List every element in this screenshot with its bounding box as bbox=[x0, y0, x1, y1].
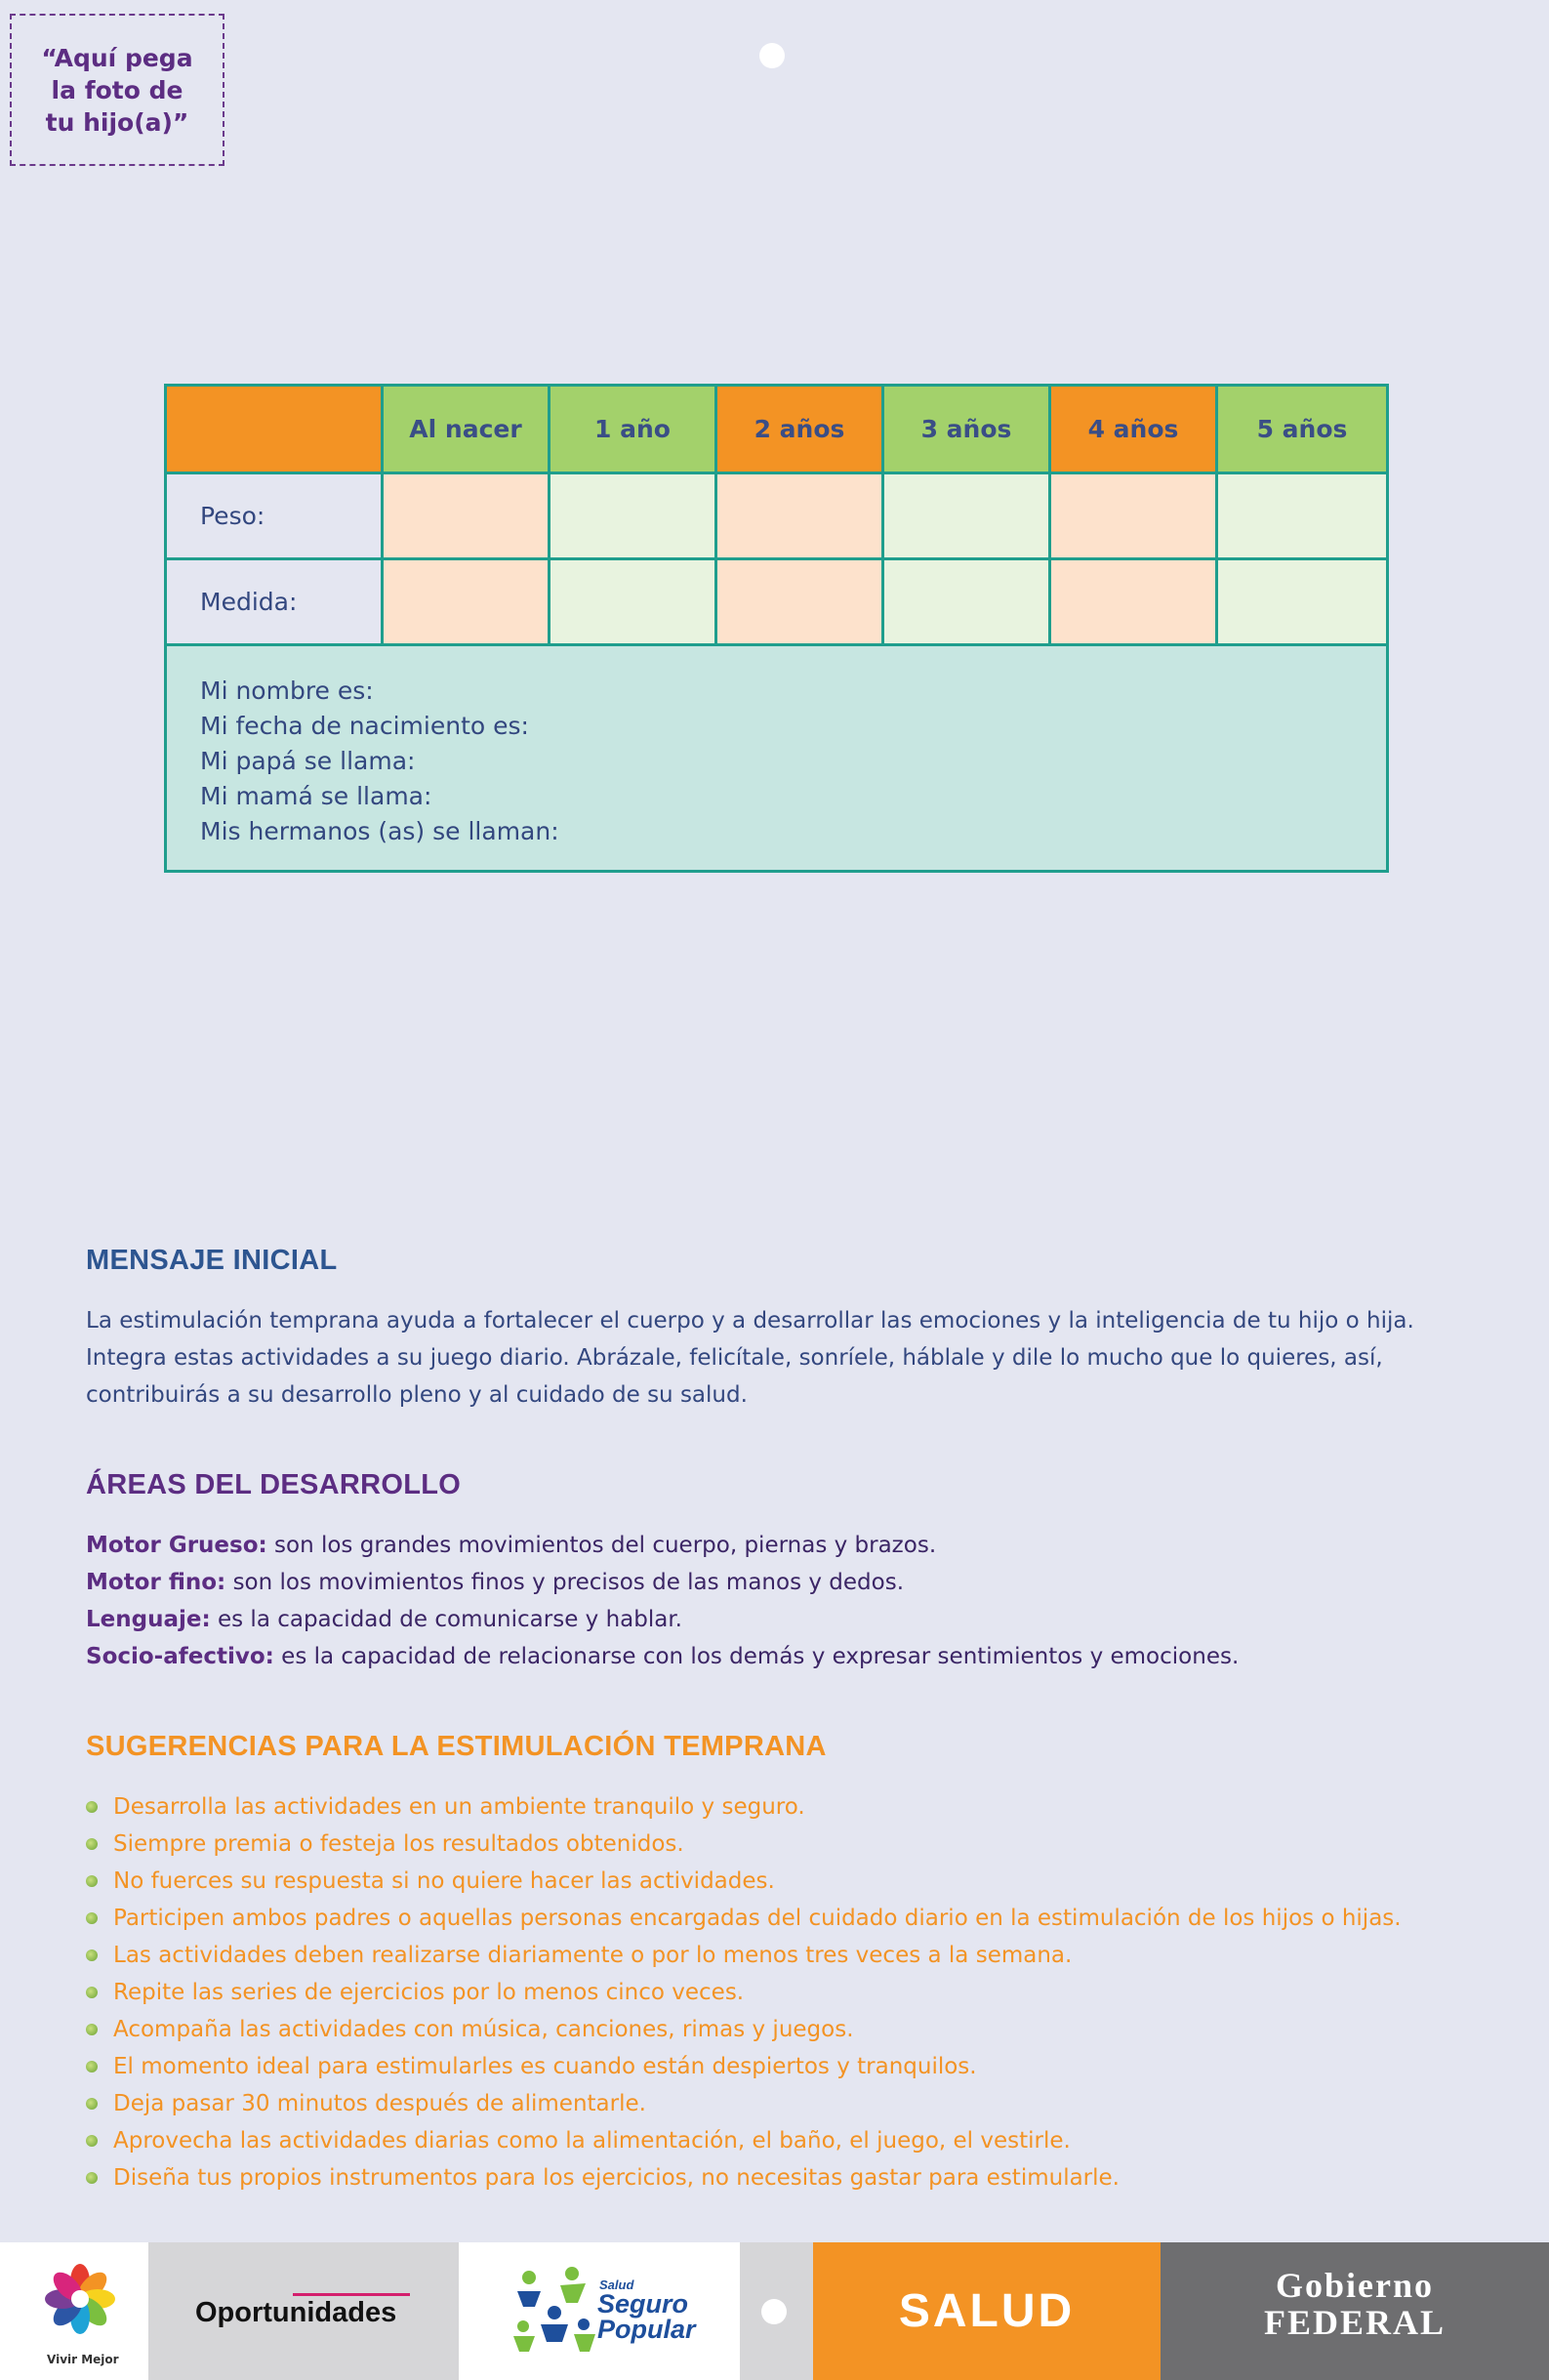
seguro-popular-logo-text bbox=[597, 2291, 696, 2342]
seguro-popular-figures-icon bbox=[510, 2264, 599, 2358]
growth-table bbox=[164, 384, 1389, 873]
header-cell: 5 años bbox=[1217, 386, 1388, 473]
height-row bbox=[166, 559, 1388, 645]
area-desc: son los grandes movimientos del cuerpo, piernas y brazos. bbox=[266, 1533, 937, 1558]
weight-label: Peso: bbox=[166, 473, 383, 559]
bullet-icon bbox=[86, 2098, 98, 2110]
gobierno-label: Gobierno bbox=[1275, 2266, 1434, 2305]
list-item bbox=[86, 1937, 1402, 1974]
area-item bbox=[86, 1601, 1472, 1638]
siblings-line: Mis hermanos (as) se llaman: bbox=[200, 817, 559, 845]
oportunidades-logo: Oportunidades bbox=[195, 2297, 397, 2328]
list-item bbox=[86, 2011, 1402, 2048]
list-item bbox=[86, 2159, 1402, 2196]
height-input-cell[interactable] bbox=[883, 559, 1050, 645]
sugerencias-title: SUGERENCIAS PARA LA ESTIMULACIÓN TEMPRANA bbox=[86, 1731, 827, 1762]
area-term: Motor fino: bbox=[86, 1570, 226, 1595]
list-item bbox=[86, 1788, 1402, 1826]
area-term: Motor Grueso: bbox=[86, 1533, 267, 1558]
area-desc: es la capacidad de comunicarse y hablar. bbox=[210, 1607, 682, 1632]
area-term: Socio-afectivo: bbox=[86, 1644, 274, 1669]
bullet-icon bbox=[86, 2024, 98, 2035]
height-input-cell[interactable] bbox=[383, 559, 550, 645]
punch-hole-bottom bbox=[761, 2299, 787, 2324]
bullet-icon bbox=[86, 1875, 98, 1887]
header-blank-cell bbox=[166, 386, 383, 473]
tip-text: Diseña tus propios instrumentos para los ejercicios, no necesitas gastar para estimularle. bbox=[113, 2165, 1120, 2191]
areas-list bbox=[86, 1527, 1472, 1675]
tip-text: Desarrolla las actividades en un ambiente tranquilo y seguro. bbox=[113, 1794, 805, 1820]
height-input-cell[interactable] bbox=[716, 559, 883, 645]
vivir-mejor-label: Vivir Mejor bbox=[47, 2353, 119, 2366]
weight-input-cell[interactable] bbox=[716, 473, 883, 559]
weight-input-cell[interactable] bbox=[550, 473, 716, 559]
tip-text: Siempre premia o festeja los resultados obtenidos. bbox=[113, 1831, 684, 1857]
mother-line: Mi mamá se llama: bbox=[200, 782, 432, 810]
birthdate-line: Mi fecha de nacimiento es: bbox=[200, 712, 529, 740]
seguro-popular-line1: Seguro bbox=[597, 2289, 689, 2318]
footer-logo-bar bbox=[0, 2242, 1549, 2380]
header-cell: Al nacer bbox=[383, 386, 550, 473]
mensaje-title: MENSAJE INICIAL bbox=[86, 1245, 338, 1276]
info-row bbox=[166, 645, 1388, 872]
weight-input-cell[interactable] bbox=[1217, 473, 1388, 559]
tip-text: Repite las series de ejercicios por lo menos cinco veces. bbox=[113, 1980, 745, 2005]
photo-placeholder-box bbox=[10, 14, 224, 166]
vivir-mejor-logo-icon bbox=[43, 2262, 117, 2336]
info-cell[interactable] bbox=[166, 645, 1388, 872]
tip-text: El momento ideal para estimularles es cuando están despiertos y tranquilos. bbox=[113, 2054, 977, 2079]
area-item bbox=[86, 1527, 1472, 1564]
tip-text: Participen ambos padres o aquellas personas encargadas del cuidado diario en la estimulación de los hijos o hijas. bbox=[113, 1906, 1402, 1931]
header-cell: 1 año bbox=[550, 386, 716, 473]
federal-label: FEDERAL bbox=[1263, 2303, 1447, 2342]
header-cell: 2 años bbox=[716, 386, 883, 473]
photo-placeholder-text: “Aquí pega la foto de tu hijo(a)” bbox=[41, 43, 193, 137]
bullet-icon bbox=[86, 1912, 98, 1924]
height-label: Medida: bbox=[166, 559, 383, 645]
gobierno-federal-logo bbox=[1161, 2267, 1549, 2341]
weight-input-cell[interactable] bbox=[383, 473, 550, 559]
name-line: Mi nombre es: bbox=[200, 677, 374, 705]
height-input-cell[interactable] bbox=[1217, 559, 1388, 645]
height-input-cell[interactable] bbox=[1050, 559, 1217, 645]
list-item bbox=[86, 1900, 1402, 1937]
mensaje-body: La estimulación temprana ayuda a fortalecer el cuerpo y a desarrollar las emociones y la inteligencia de tu hijo o hija. Integra estas actividades a su juego diario. Abrázale, felicítale, sonríele, háblale y dile lo mucho que lo quieres, así, contribuirás a su desarrollo pleno y al cuidado de su salud. bbox=[86, 1308, 1414, 1408]
area-term: Lenguaje: bbox=[86, 1607, 211, 1632]
list-item bbox=[86, 1974, 1402, 2011]
weight-row bbox=[166, 473, 1388, 559]
bullet-icon bbox=[86, 2172, 98, 2184]
list-item bbox=[86, 1826, 1402, 1863]
weight-input-cell[interactable] bbox=[883, 473, 1050, 559]
area-item bbox=[86, 1638, 1472, 1675]
tip-text: No fuerces su respuesta si no quiere hacer las actividades. bbox=[113, 1868, 775, 1894]
father-line: Mi papá se llama: bbox=[200, 747, 416, 775]
bullet-icon bbox=[86, 1838, 98, 1850]
bullet-icon bbox=[86, 1949, 98, 1961]
sugerencias-list bbox=[86, 1788, 1402, 2196]
area-desc: son los movimientos finos y precisos de las manos y dedos. bbox=[225, 1570, 905, 1595]
header-cell: 4 años bbox=[1050, 386, 1217, 473]
tip-text: Las actividades deben realizarse diariamente o por lo menos tres veces a la semana. bbox=[113, 1943, 1073, 1968]
area-desc: es la capacidad de relacionarse con los demás y expresar sentimientos y emociones. bbox=[273, 1644, 1240, 1669]
seguro-popular-line2: Popular bbox=[597, 2315, 696, 2344]
tip-text: Acompaña las actividades con música, canciones, rimas y juegos. bbox=[113, 2017, 854, 2042]
list-item bbox=[86, 1863, 1402, 1900]
bullet-icon bbox=[86, 1801, 98, 1813]
header-cell: 3 años bbox=[883, 386, 1050, 473]
bullet-icon bbox=[86, 2061, 98, 2072]
oportunidades-underline bbox=[293, 2293, 410, 2296]
list-item bbox=[86, 2085, 1402, 2122]
tip-text: Aprovecha las actividades diarias como la alimentación, el baño, el juego, el vestirle. bbox=[113, 2128, 1071, 2154]
punch-hole-top bbox=[759, 43, 785, 68]
bullet-icon bbox=[86, 1987, 98, 1998]
tip-text: Deja pasar 30 minutos después de alimentarle. bbox=[113, 2091, 646, 2116]
list-item bbox=[86, 2122, 1402, 2159]
areas-title: ÁREAS DEL DESARROLLO bbox=[86, 1469, 462, 1500]
seguro-popular-small-label: Salud bbox=[599, 2277, 634, 2292]
area-item bbox=[86, 1564, 1472, 1601]
list-item bbox=[86, 2048, 1402, 2085]
salud-logo: SALUD bbox=[898, 2285, 1076, 2337]
weight-input-cell[interactable] bbox=[1050, 473, 1217, 559]
height-input-cell[interactable] bbox=[550, 559, 716, 645]
growth-table-header-row bbox=[166, 386, 1388, 473]
bullet-icon bbox=[86, 2135, 98, 2147]
